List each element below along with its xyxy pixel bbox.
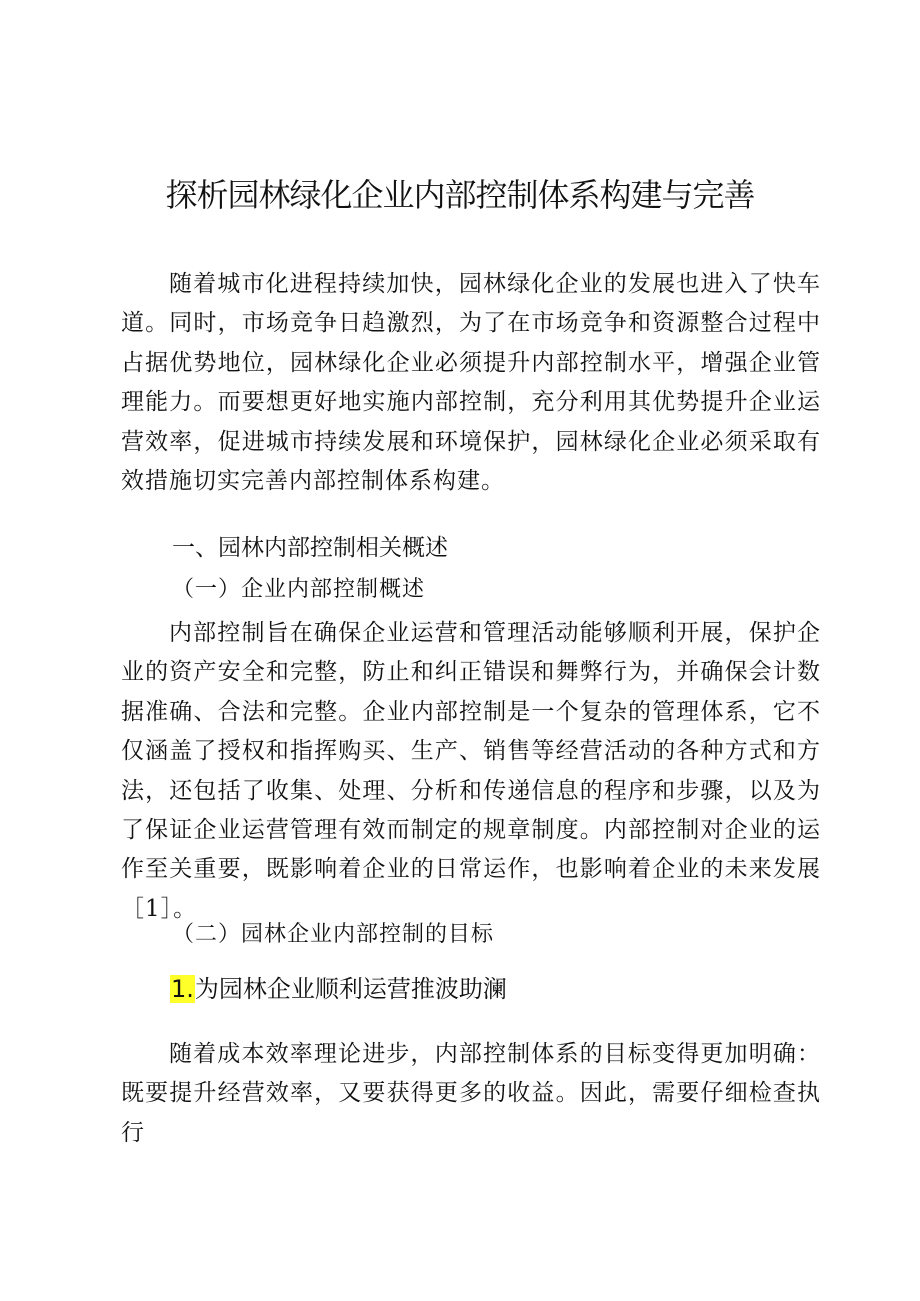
item-heading-text: 为园林企业顺利运营推波助澜: [194, 975, 507, 1003]
subsection-1-paragraph: 内部控制旨在确保企业运营和管理活动能够顺利开展，保护企业的资产安全和完整，防止和纠正错误和舞弊行为，并确保会计数据准确、合法和完整。企业内部控制是一个复杂的管理体系，它不仅涵盖了授权和指挥购买、生产、销售等经营活动的各种方式和方法，还包括了收集、处理、分析和传递信息的程序和步骤，以及为了保证企业运营管理有效而制定的规章制度。内部控制对企业的运作至关重要，既影响着企业的日常运作，也影响着企业的未来发展［1］。: [121, 620, 821, 922]
item-paragraph: 随着成本效率理论进步，内部控制体系的目标变得更加明确：既要提升经营效率，又要获得更多的收益。因此，需要仔细检查执行: [121, 1041, 821, 1146]
highlighted-item-number: 1.: [171, 975, 194, 1003]
document-title: 探析园林绿化企业内部控制体系构建与完善: [165, 176, 755, 214]
subsection-heading-1: （一）企业内部控制概述: [172, 577, 426, 602]
subsection-heading-2: （二）园林企业内部控制的目标: [172, 922, 495, 947]
intro-paragraph: 随着城市化进程持续加快，园林绿化企业的发展也进入了快车道。同时，市场竞争日趋激烈，为了在市场竞争和资源整合过程中占据优势地位，园林绿化企业必须提升内部控制水平，增强企业管理能力。而要想更好地实施内部控制，充分利用其优势提升企业运营效率，促进城市持续发展和环境保护，园林绿化企业必须采取有效措施切实完善内部控制体系构建。: [121, 271, 821, 495]
item-heading: [170, 972, 507, 1006]
section-heading: 一、园林内部控制相关概述: [172, 535, 448, 561]
